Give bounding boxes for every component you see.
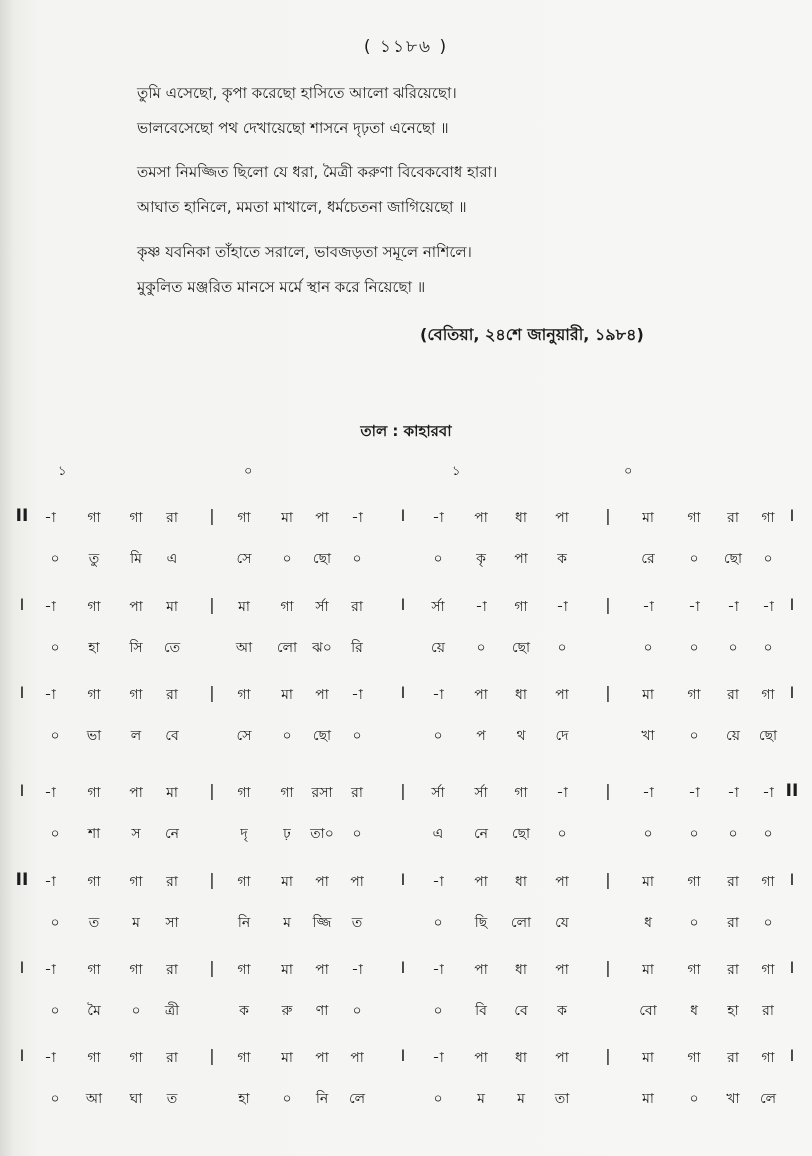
lyric-syllable: হা [727,1003,739,1019]
lyric-syllable: এ [166,551,178,567]
lyric-syllable: ০ [643,640,653,656]
lyric-syllable: সে [236,551,252,567]
bar-line: | [209,781,215,800]
bar-line: II [15,870,29,890]
lyric-syllable: ল [130,728,142,744]
swara-note: গা [237,510,251,526]
bar-line: | [605,1046,611,1065]
lyric-syllable: থ [516,728,526,744]
lyric-syllable: সি [129,640,143,656]
swara-note: পা [350,874,364,890]
lyric-syllable: খা [726,1091,740,1107]
lyric-syllable: ০ [728,640,738,656]
swara-note: -া [351,687,363,703]
swara-note: -া [432,962,444,978]
lyric-syllable: ০ [763,640,773,656]
lyric-syllable: কৃ [476,551,486,567]
lyric-syllable: লে [348,1091,366,1107]
lyric-syllable: ছো [758,728,778,744]
swara-note: গা [129,874,143,890]
beat-mark: ০ [624,464,633,479]
lyric-syllable: যে [555,915,569,931]
swara-note: পা [315,874,329,890]
swara-note: -া [432,510,444,526]
swara-note: রা [166,962,178,978]
lyric-syllable: ০ [433,551,443,567]
swara-note: -া [351,510,363,526]
swara-note: -া [432,874,444,890]
bar-line: I [19,781,25,800]
swara-note: র্সা [474,785,488,801]
bar-line: I [789,595,795,614]
bar-line: I [19,595,25,614]
swara-note: পা [555,962,569,978]
swara-note: -া [642,785,654,801]
lyric-syllable: ০ [352,826,362,842]
lyric-syllable: ০ [50,1091,60,1107]
bar-line: II [785,781,799,801]
beat-mark: ০ [244,464,253,479]
bar-line: II [15,506,29,526]
lyric-syllable: ০ [352,551,362,567]
lyric-syllable: ০ [643,826,653,842]
swara-note: ধা [515,687,527,703]
lyric-syllable: ০ [433,1003,443,1019]
lyric-syllable: মি [130,551,142,567]
swara-note: গা [129,510,143,526]
swara-note: রা [727,962,739,978]
swara-note: গা [87,1050,101,1066]
swara-note: -া [44,785,56,801]
lyric-syllable: ০ [689,728,699,744]
swara-note: -া [556,599,568,615]
lyric-syllable: রে [641,551,655,567]
swara-note: পা [474,687,488,703]
poem-line: কৃষ্ণ যবনিকা তাঁহাতে সরালে, ভাবজড়তা সমূলে নাশিলে। [137,243,472,261]
bar-line: I [789,958,795,977]
bar-line: I [400,506,406,525]
lyric-syllable: বো [639,1003,657,1019]
swara-note: গা [237,874,251,890]
lyric-syllable: ছো [511,826,531,842]
lyric-syllable: ম [477,1091,485,1107]
swara-note: রা [727,1050,739,1066]
swara-note: রা [166,510,178,526]
swara-note: পা [315,1050,329,1066]
swara-note: গা [129,1050,143,1066]
lyric-syllable: ০ [689,826,699,842]
lyric-syllable: ম [283,915,291,931]
swara-note: গা [87,510,101,526]
lyric-syllable: তা০ [310,826,334,842]
bar-line: | [209,506,215,525]
lyric-syllable: ত [88,915,100,931]
bar-line: | [605,595,611,614]
swara-note: গা [761,510,775,526]
swara-note: -া [556,785,568,801]
bar-line: I [789,870,795,889]
lyric-syllable: ক [557,1003,567,1019]
swara-note: -া [688,599,700,615]
swara-note: গা [761,874,775,890]
bar-line: I [19,1046,25,1065]
lyric-syllable: ভা [86,728,102,744]
swara-note: গা [237,1050,251,1066]
swara-note: গা [129,962,143,978]
lyric-syllable: শা [87,826,101,842]
swara-note: পা [555,874,569,890]
swara-note: র্সা [315,599,329,615]
lyric-syllable: রা [762,1003,774,1019]
lyric-syllable: হা [88,640,100,656]
swara-note: -া [762,599,774,615]
lyric-syllable: দৃ [240,826,248,842]
swara-note: রা [727,510,739,526]
bar-line: I [789,683,795,702]
swara-note: গা [87,785,101,801]
lyric-syllable: ০ [352,1003,362,1019]
swara-note: -া [475,599,487,615]
swara-note: -া [727,599,739,615]
bar-line: I [400,683,406,702]
lyric-syllable: সা [165,915,179,931]
swara-note: গা [237,687,251,703]
swara-note: পা [315,510,329,526]
swara-note: গা [237,962,251,978]
lyric-syllable: ০ [50,1003,60,1019]
bar-line: | [209,595,215,614]
lyric-syllable: ০ [689,640,699,656]
lyric-syllable: দে [555,728,569,744]
lyric-syllable: ০ [689,915,699,931]
swara-note: গা [687,687,701,703]
lyric-syllable: ০ [352,728,362,744]
swara-note: গা [687,1050,701,1066]
poem-line: ভালবেসেছো পথ দেখায়েছো শাসনে দৃঢ়তা এনেছো ॥ [137,119,449,137]
bar-line: | [209,870,215,889]
swara-note: -া [44,599,56,615]
swara-note: পা [555,1050,569,1066]
lyric-syllable: আ [85,1091,103,1107]
lyric-syllable: ০ [476,640,486,656]
bar-line: | [605,683,611,702]
bar-line: I [19,958,25,977]
swara-note: মা [281,510,293,526]
bar-line: | [209,958,215,977]
lyric-syllable: মৈ [87,1003,101,1019]
swara-note: মা [642,962,654,978]
page-number: ( ১১৮৬ ) [363,37,449,57]
swara-note: মা [281,962,293,978]
lyric-syllable: ছো [312,728,332,744]
lyric-syllable: ছি [474,915,488,931]
swara-note: গা [87,599,101,615]
swara-note: গা [761,687,775,703]
bar-line: I [400,595,406,614]
lyric-syllable: ০ [557,640,567,656]
lyric-syllable: ঝ০ [312,640,332,656]
lyric-syllable: ম [132,915,140,931]
swara-note: -া [688,785,700,801]
lyric-syllable: ০ [433,915,443,931]
lyric-syllable: ০ [50,551,60,567]
poem-line: তুমি এসেছো, কৃপা করেছো হাসিতে আলো ঝরিয়েছো। [137,84,457,102]
bar-line: I [400,870,406,889]
lyric-syllable: ০ [282,728,292,744]
poem-line: আঘাত হানিলে, মমতা মাখালে, ধর্মচেতনা জাগিয়েছো ॥ [137,198,467,216]
bar-line: I [789,506,795,525]
swara-note: র্সা [431,599,445,615]
lyric-syllable: ত [351,915,363,931]
swara-note: মা [166,785,178,801]
swara-note: রা [727,874,739,890]
swara-note: রা [166,1050,178,1066]
lyric-syllable: সে [236,728,252,744]
lyric-syllable: নে [473,826,489,842]
bar-line: I [19,683,25,702]
lyric-syllable: জ্জি [312,915,332,931]
lyric-syllable: ঢ় [283,826,291,842]
swara-note: রা [351,599,363,615]
lyric-syllable: ০ [689,1091,699,1107]
lyric-syllable: য়ে [431,640,445,656]
lyric-syllable: আ [235,640,253,656]
lyric-syllable: বি [475,1003,487,1019]
swara-note: পা [350,1050,364,1066]
swara-note: মা [281,1050,293,1066]
poem-line: মুকুলিত মঞ্জরিত মানসে মর্মে স্থান করে নিয়েছো ॥ [137,278,426,296]
swara-note: -া [351,962,363,978]
swara-note: পা [315,687,329,703]
lyric-syllable: ০ [282,551,292,567]
tal-heading: তাল : কাহারবা [360,422,452,440]
swara-note: মা [642,1050,654,1066]
lyric-syllable: বে [514,1003,528,1019]
lyric-syllable: লো [510,915,532,931]
beat-mark: ১ [452,464,461,479]
lyric-syllable: পা [514,551,528,567]
lyric-syllable: নি [315,1091,329,1107]
swara-note: গা [687,874,701,890]
bar-line: | [605,958,611,977]
lyric-syllable: প [476,728,486,744]
swara-note: গা [237,785,251,801]
swara-note: গা [280,599,294,615]
lyric-syllable: খা [641,728,655,744]
swara-note: ধা [515,510,527,526]
swara-note: গা [129,687,143,703]
swara-note: রা [727,687,739,703]
bar-line: | [209,683,215,702]
lyric-syllable: ০ [689,551,699,567]
bar-line: | [400,781,406,800]
swara-note: গা [514,785,528,801]
swara-note: রা [166,874,178,890]
swara-note: মা [281,874,293,890]
bar-line: I [400,958,406,977]
lyric-syllable: ০ [763,915,773,931]
lyric-syllable: স [131,826,141,842]
swara-note: ধা [515,874,527,890]
lyric-syllable: নি [237,915,251,931]
swara-note: গা [687,962,701,978]
swara-note: গা [87,874,101,890]
lyric-syllable: ছো [511,640,531,656]
bar-line: | [209,1046,215,1065]
lyric-syllable: রা [727,915,739,931]
lyric-syllable: ০ [433,1091,443,1107]
lyric-syllable: ক [557,551,567,567]
swara-note: -া [44,1050,56,1066]
lyric-syllable: ০ [50,915,60,931]
lyric-syllable: ০ [50,728,60,744]
lyric-syllable: য়ে [726,728,740,744]
bar-line: | [605,870,611,889]
lyric-syllable: ণা [315,1003,329,1019]
lyric-syllable: হা [238,1091,250,1107]
lyric-syllable: ধ [690,1003,698,1019]
lyric-syllable: রু [281,1003,293,1019]
swara-note: -া [762,785,774,801]
swara-note: গা [87,687,101,703]
swara-note: রা [351,785,363,801]
swara-note: -া [727,785,739,801]
lyric-syllable: মা [642,1091,654,1107]
lyric-syllable: নে [164,826,180,842]
swara-note: পা [474,1050,488,1066]
lyric-syllable: ০ [50,826,60,842]
lyric-syllable: বে [165,728,179,744]
swara-note: র্সা [431,785,445,801]
swara-note: মা [642,510,654,526]
lyric-syllable: ০ [50,640,60,656]
swara-note: পা [129,785,143,801]
swara-note: পা [474,962,488,978]
bar-line: I [789,1046,795,1065]
bar-line: | [605,506,611,525]
swara-note: ধা [515,962,527,978]
swara-note: মা [642,687,654,703]
lyric-syllable: তে [163,640,181,656]
lyric-syllable: ছো [723,551,743,567]
swara-note: মা [281,687,293,703]
signature-date: (বেতিয়া, ২৪শে জানুয়ারী, ১৯৮৪) [420,325,644,344]
swara-note: পা [315,962,329,978]
lyric-syllable: ম [517,1091,525,1107]
swara-note: রসা [311,785,333,801]
lyric-syllable: তা [554,1091,570,1107]
swara-note: মা [642,874,654,890]
lyric-syllable: ০ [131,1003,141,1019]
lyric-syllable: ধ [644,915,652,931]
poem-line: তমসা নিমজ্জিত ছিলো যে ধরা, মৈত্রী করুণা বিবেকবোধ হারা। [137,163,498,181]
beat-mark: ১ [58,464,67,479]
swara-note: -া [432,687,444,703]
swara-note: পা [129,599,143,615]
swara-note: -া [642,599,654,615]
swara-note: পা [474,874,488,890]
lyric-syllable: ০ [433,728,443,744]
swara-note: -া [44,962,56,978]
lyric-syllable: লো [276,640,298,656]
lyric-syllable: ০ [763,826,773,842]
bar-line: | [605,781,611,800]
lyric-syllable: ০ [763,551,773,567]
swara-note: মা [166,599,178,615]
swara-note: রা [166,687,178,703]
lyric-syllable: ঘা [129,1091,143,1107]
swara-note: -া [44,874,56,890]
lyric-syllable: ছো [312,551,332,567]
swara-note: -া [44,510,56,526]
lyric-syllable: রি [351,640,363,656]
swara-note: -া [432,1050,444,1066]
lyric-syllable: ক [239,1003,249,1019]
swara-note: গা [761,1050,775,1066]
bar-line: I [400,1046,406,1065]
swara-note: গা [87,962,101,978]
swara-note: ধা [515,1050,527,1066]
swara-note: গা [687,510,701,526]
swara-note: পা [555,510,569,526]
lyric-syllable: লে [759,1091,777,1107]
swara-note: পা [474,510,488,526]
swara-note: গা [761,962,775,978]
swara-note: মা [238,599,250,615]
lyric-syllable: ০ [728,826,738,842]
lyric-syllable: ত [166,1091,178,1107]
lyric-syllable: ত্রী [164,1003,180,1019]
lyric-syllable: ০ [282,1091,292,1107]
lyric-syllable: তু [88,551,100,567]
swara-note: -া [44,687,56,703]
lyric-syllable: এ [432,826,444,842]
swara-note: পা [555,687,569,703]
swara-note: গা [280,785,294,801]
lyric-syllable: ০ [557,826,567,842]
swara-note: গা [514,599,528,615]
